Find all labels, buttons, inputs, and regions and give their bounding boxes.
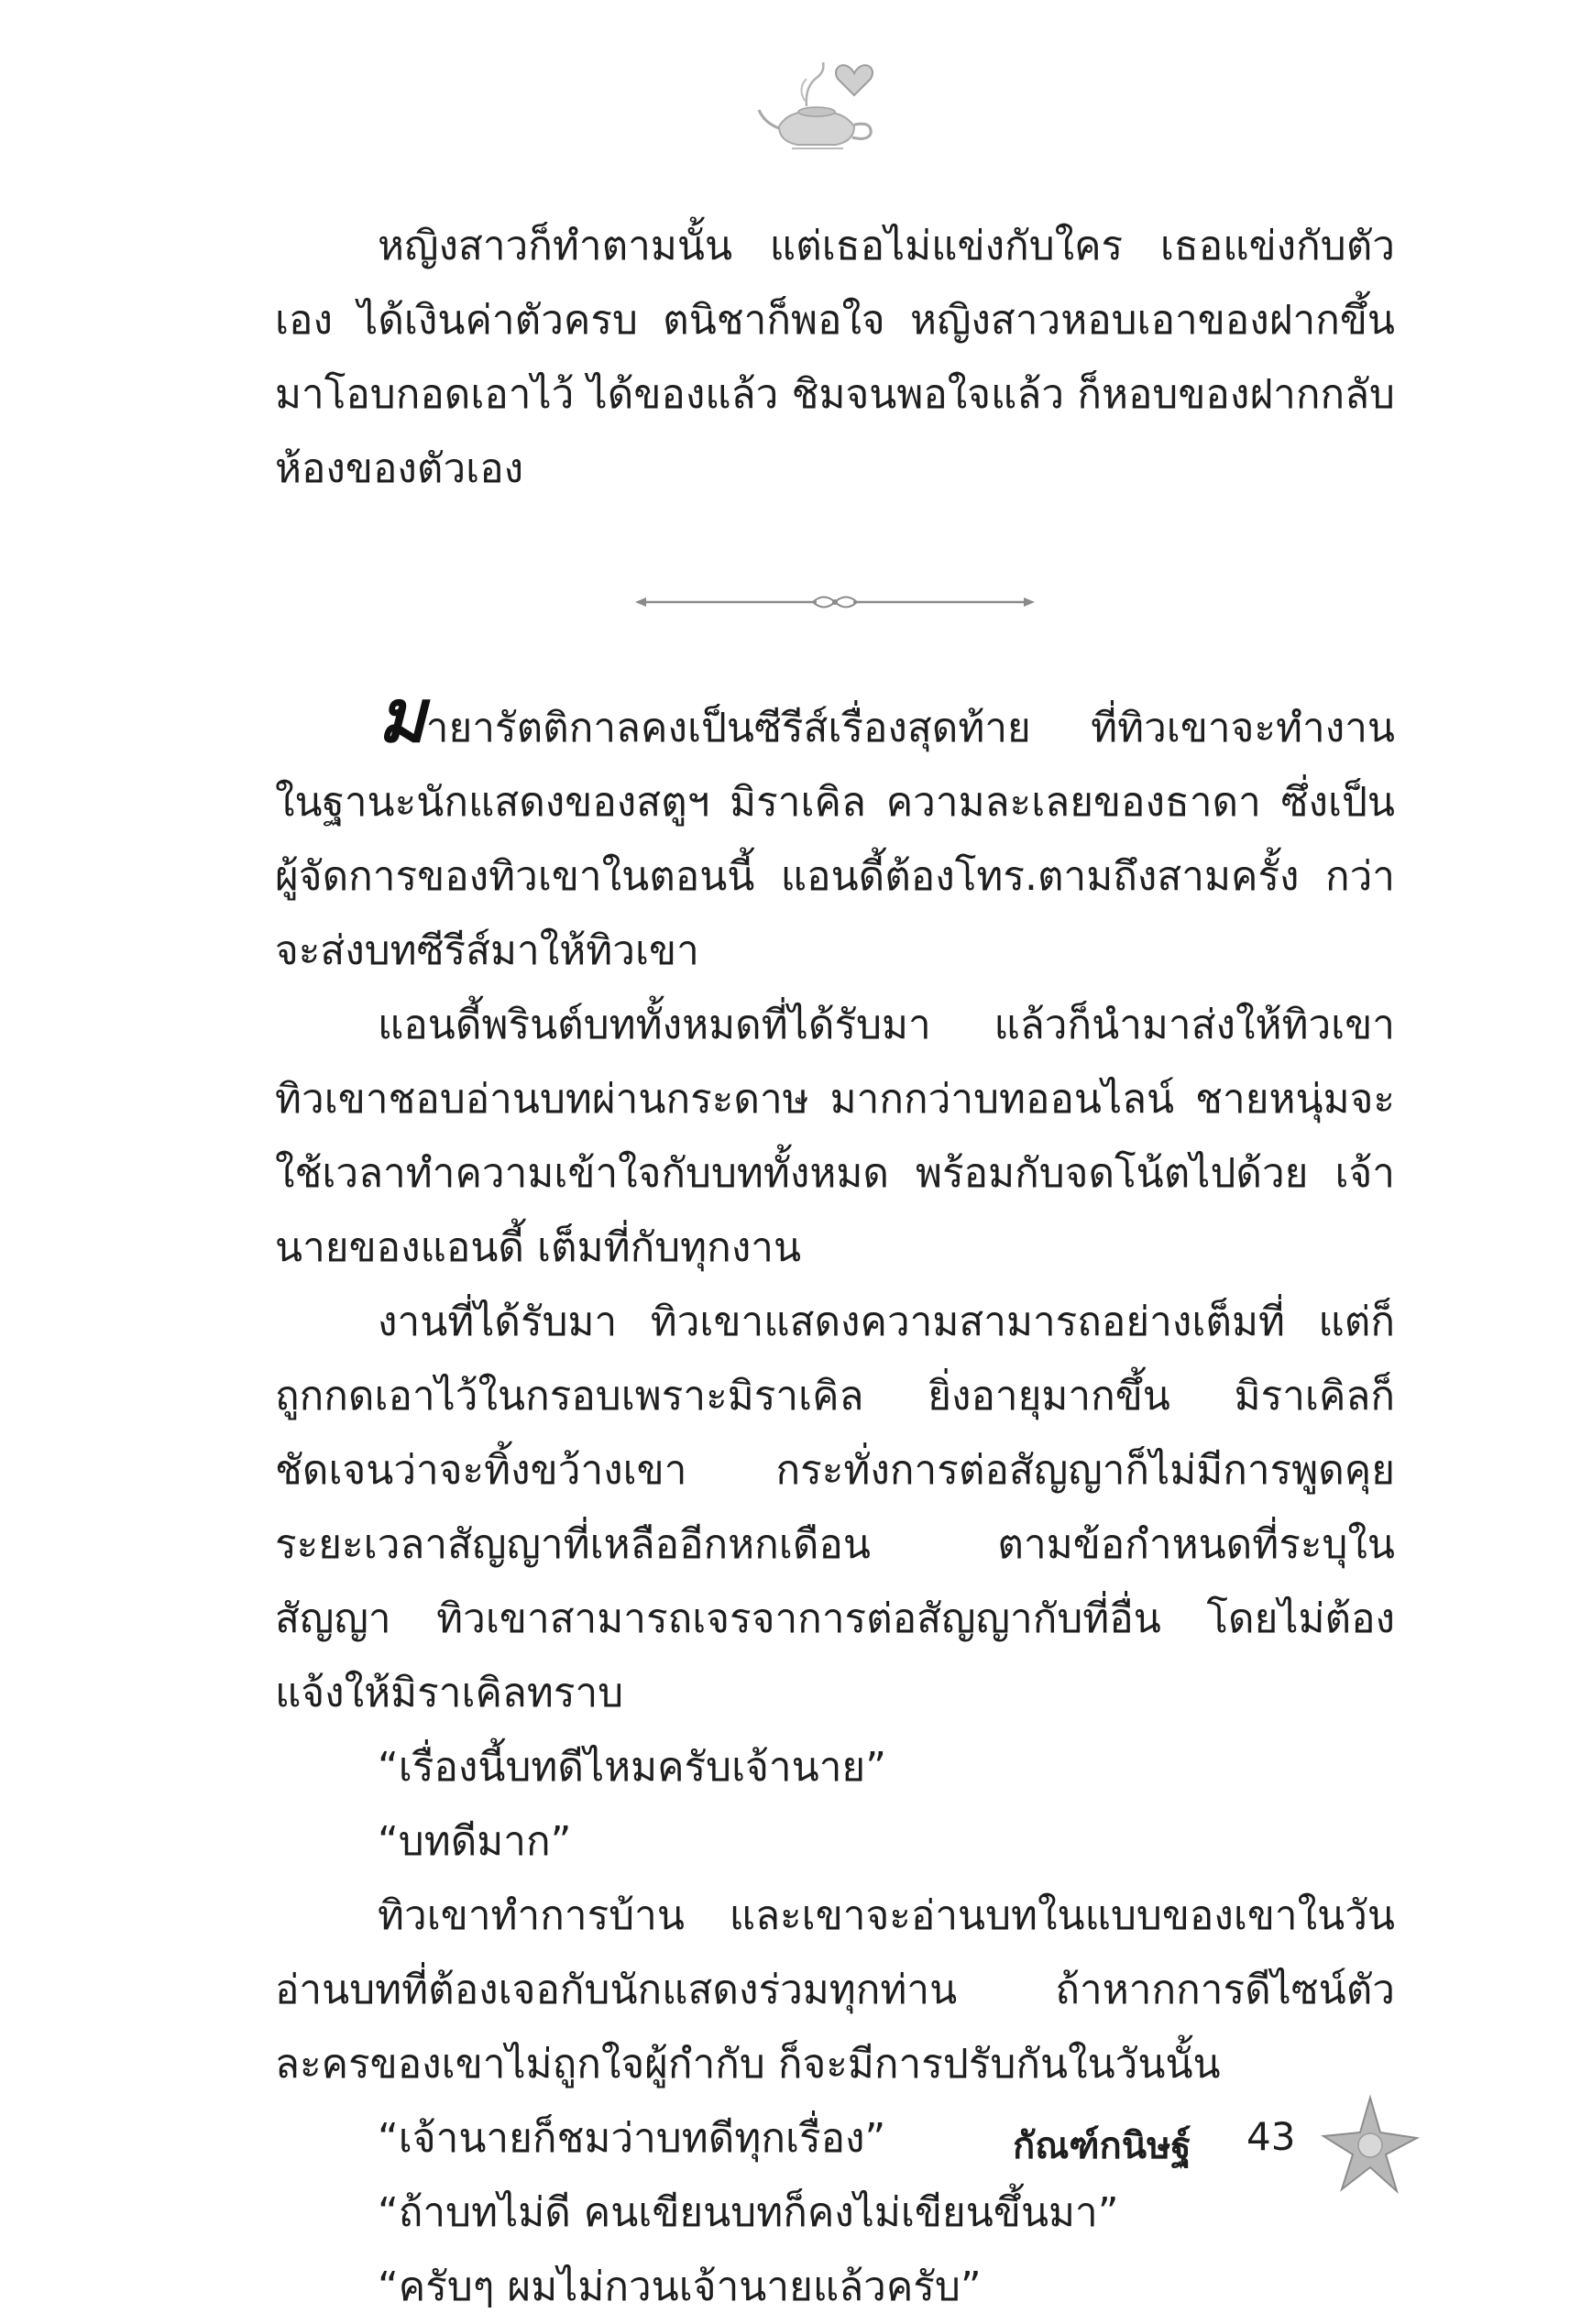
- page-footer: [1013, 2094, 1434, 2195]
- dialogue-line: “ถ้าบทไม่ดี คนเขียนบทก็คงไม่เขียนขึ้นมา”: [378, 2189, 1119, 2236]
- dialogue-line: “เรื่องนี้บทดีไหมครับเจ้านาย”: [378, 1744, 886, 1791]
- dialogue-line: “เจ้านายก็ชมว่าบทดีทุกเรื่อง”: [378, 2115, 886, 2162]
- dialogue-line: “ครับๆ ผมไม่กวนเจ้านายแล้วครับ”: [378, 2264, 982, 2310]
- star-ornament-icon: [1320, 2094, 1421, 2195]
- ornamental-divider-icon: [633, 588, 1037, 616]
- paragraph: ทิวเขาทำการบ้าน และเขาจะอ่านบทในแบบของเขาในวันอ่านบทที่ต้องเจอกับนักแสดงร่วมทุกท่าน ถ้าหากการดีไซน์ตัวละครของเขาไม่ถูกใจผู้กำกับ ก็จะมีการปรับกันในวันนั้น: [275, 1892, 1395, 2088]
- page-body: [275, 209, 1395, 2324]
- teapot-heart-ornament-icon: [752, 46, 889, 156]
- drop-cap: ม: [378, 673, 426, 759]
- section-first-paragraph: [275, 673, 1395, 988]
- book-title: กัณฑ์กนิษฐ์: [1013, 2125, 1191, 2167]
- dialogue-line: “บทดีมาก”: [378, 1818, 572, 1865]
- intro-paragraph: หญิงสาวก็ทำตามนั้น แต่เธอไม่แข่งกับใคร เธอแข่งกับตัวเอง ได้เงินค่าตัวครบ ตนิชาก็พอใจ หญิงสาวหอบเอาของฝากขึ้นมาโอบกอดเอาไว้ ได้ของแล้ว ชิมจนพอใจแล้ว ก็หอบของฝากกลับห้องของตัวเอง: [275, 223, 1395, 492]
- paragraph: งานที่ได้รับมา ทิวเขาแสดงความสามารถอย่างเต็มที่ แต่ก็ถูกกดเอาไว้ในกรอบเพราะมิราเคิล ยิ่งอายุมากขึ้น มิราเคิลก็ชัดเจนว่าจะทิ้งขว้างเขา กระทั่งการต่อสัญญาก็ไม่มีการพูดคุย ระยะเวลาสัญญาที่เหลืออีกหกเดือน ตามข้อกำหนดที่ระบุในสัญญา ทิวเขาสามารถเจรจาการต่อสัญญากับที่อื่น โดยไม่ต้องแจ้งให้มิราเคิลทราบ: [275, 1299, 1395, 1716]
- first-paragraph-text: ายารัตติกาลคงเป็นซีรีส์เรื่องสุดท้าย ที่ทิวเขาจะทำงานในฐานะนักแสดงของสตูฯ มิราเคิล ความละเลยของธาดา ซึ่งเป็นผู้จัดการของทิวเขาในตอนนี้ แอนดี้ต้องโทร.ตามถึงสามครั้ง กว่าจะส่งบทซีรีส์มาให้ทิวเขา: [275, 705, 1395, 974]
- paragraph: แอนดี้พรินต์บททั้งหมดที่ได้รับมา แล้วก็นำมาส่งให้ทิวเขา ทิวเขาชอบอ่านบทผ่านกระดาษ มากกว่าบทออนไลน์ ชายหนุ่มจะใช้เวลาทำความเข้าใจกับบททั้งหมด พร้อมกับจดโน้ตไปด้วย เจ้านายของแอนดี้ เต็มที่กับทุกงาน: [275, 1002, 1395, 1271]
- page-number: 43: [1246, 2114, 1296, 2159]
